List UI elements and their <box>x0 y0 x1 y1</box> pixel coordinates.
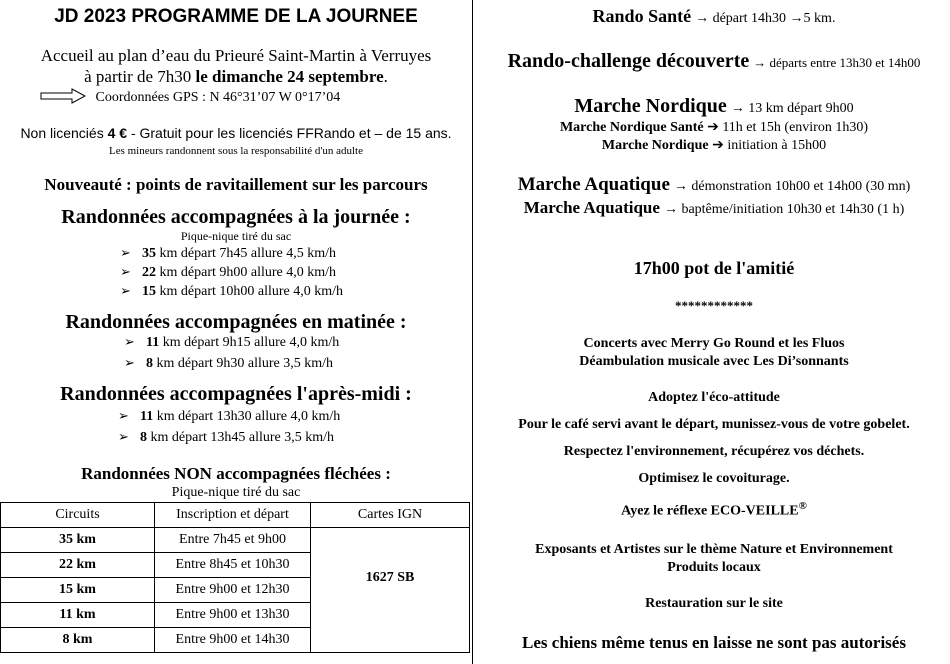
arrow-right-icon: → <box>753 55 770 70</box>
nordique-sante-detail: 11h et 15h (environ 1h30) <box>722 120 869 135</box>
right-column <box>478 0 950 664</box>
table-header-row <box>1 503 470 528</box>
eco-veille-text: Ayez le réflexe ECO-VEILLE <box>621 503 799 519</box>
list-item-km: 15 <box>142 284 156 299</box>
welcome-line: Accueil au plan d’eau du Prieuré Saint-Martin à Verruyes <box>40 46 432 65</box>
eco-env: Respectez l'environnement, récupérez vos déchets. <box>563 444 865 459</box>
nordique-name: Marche Nordique <box>574 95 727 117</box>
nordique-init-name: Marche Nordique <box>601 138 709 153</box>
aquatique-detail: démonstration 10h00 et 14h00 (30 mn) <box>691 179 911 194</box>
table-cell-depart: Entre 9h00 et 12h30 <box>155 578 311 603</box>
column-divider <box>472 0 473 664</box>
rando-challenge-detail: départs entre 13h30 et 14h00 <box>769 55 921 70</box>
eco-title: Adoptez l'éco-attitude <box>648 390 780 405</box>
minors-note: Les mineurs randonnent sous la responsabilité d'un adulte <box>108 145 363 157</box>
list-item-km: 11 <box>146 335 160 350</box>
circuits-table <box>0 502 470 653</box>
table-header: Circuits <box>1 503 155 528</box>
table-cell-depart: Entre 9h00 et 14h30 <box>155 628 311 653</box>
list-item <box>118 429 334 446</box>
journee-heading: Randonnées accompagnées à la journée : <box>61 206 411 228</box>
table-cell-circuit: 35 km <box>1 528 155 553</box>
eco-cafe: Pour le café servi avant le départ, munissez-vous de votre gobelet. <box>518 417 910 432</box>
arrowhead-icon: ➢ <box>120 264 131 279</box>
aquatique-line-1 <box>478 174 950 196</box>
list-item-km: 8 <box>146 356 153 371</box>
table-cell-circuit: 8 km <box>1 628 155 653</box>
matinee-heading: Randonnées accompagnées en matinée : <box>65 311 407 333</box>
table-cell-depart: Entre 9h00 et 13h30 <box>155 603 311 628</box>
arrow-right-icon: → <box>663 202 682 217</box>
rando-sante-detail: départ 14h30 →5 km. <box>712 11 836 26</box>
list-item-detail: km départ 9h30 allure 3,5 km/h <box>153 356 334 371</box>
fees-suffix: - Gratuit pour les licenciés FFRando et – de 15 ans. <box>127 125 452 141</box>
journee-note: Pique-nique tiré du sac <box>180 229 292 243</box>
chiens-warning: Les chiens même tenus en laisse ne sont pas autorisés <box>522 633 906 652</box>
deambulation-line: Déambulation musicale avec Les Di’sonnants <box>579 354 849 369</box>
stars-separator: ************ <box>675 298 753 313</box>
nouveaute-heading: Nouveauté : points de ravitaillement sur les parcours <box>44 175 428 194</box>
eco-veille-line <box>478 500 950 520</box>
gps-coordinates: Coordonnées GPS : N 46°31’07 W 0°17’04 <box>95 90 341 105</box>
list-item-km: 11 <box>140 409 154 424</box>
table-cell-ign: 1627 SB <box>311 528 470 653</box>
arrowhead-icon: ➢ <box>120 283 131 298</box>
apresmidi-heading: Randonnées accompagnées l'après-midi : <box>60 383 412 405</box>
list-item-detail: km départ 10h00 allure 4,0 km/h <box>156 284 344 299</box>
table-header: Cartes IGN <box>311 503 470 528</box>
gps-line <box>40 88 340 106</box>
arrowhead-icon: ➢ <box>120 245 131 260</box>
concerts-line: Concerts avec Merry Go Round et les Fluos <box>583 336 845 351</box>
list-item <box>120 245 336 262</box>
list-item <box>120 264 336 281</box>
rando-challenge-line <box>478 50 950 73</box>
list-item <box>124 355 333 372</box>
arrowhead-icon: ➢ <box>124 334 135 349</box>
nordique-line <box>478 95 950 118</box>
arrow-right-icon: → <box>730 101 749 116</box>
list-item-detail: km départ 13h45 allure 3,5 km/h <box>147 430 335 445</box>
welcome-time: à partir de 7h30 <box>84 67 196 86</box>
table-row <box>1 528 470 553</box>
list-item-detail: km départ 9h00 allure 4,0 km/h <box>156 265 337 280</box>
table-cell-depart: Entre 8h45 et 10h30 <box>155 553 311 578</box>
list-item-detail: km départ 7h45 allure 4,5 km/h <box>156 246 337 261</box>
list-item <box>118 408 340 425</box>
table-header: Inscription et départ <box>155 503 311 528</box>
list-item-detail: km départ 13h30 allure 4,0 km/h <box>153 409 341 424</box>
rando-sante-name: Rando Santé <box>592 6 692 26</box>
welcome-date-line <box>0 67 472 87</box>
arrow-right-icon: → <box>695 11 713 26</box>
list-item-km: 35 <box>142 246 156 261</box>
list-item-detail: km départ 9h15 allure 4,0 km/h <box>159 335 340 350</box>
nordique-init-detail: initiation à 15h00 <box>727 138 827 153</box>
welcome-period: . <box>383 67 388 86</box>
list-item-km: 8 <box>140 430 147 445</box>
produits-line: Produits locaux <box>667 560 761 575</box>
welcome-date: le dimanche 24 septembre <box>195 67 384 86</box>
nordique-sante-line <box>478 119 950 136</box>
aquatique-detail: baptême/initiation 10h30 et 14h30 (1 h) <box>681 202 905 217</box>
fees-line <box>0 125 472 141</box>
restauration-line: Restauration sur le site <box>645 596 783 611</box>
nordique-detail: 13 km départ 9h00 <box>748 101 854 116</box>
fees-price: 4 € <box>107 125 128 141</box>
rando-sante-line <box>478 6 950 27</box>
registered-mark: ® <box>798 500 807 512</box>
left-column <box>0 0 472 664</box>
nordique-init-line <box>478 137 950 154</box>
pot-amitie: 17h00 pot de l'amitié <box>633 258 795 278</box>
nonacc-heading: Randonnées NON accompagnées fléchées : <box>81 464 391 483</box>
arrow-right-icon: ➔ <box>712 138 728 153</box>
arrowhead-icon: ➢ <box>124 355 135 370</box>
table-cell-circuit: 15 km <box>1 578 155 603</box>
aquatique-line-2 <box>478 198 950 218</box>
arrowhead-icon: ➢ <box>118 408 129 423</box>
page-title: JD 2023 PROGRAMME DE LA JOURNEE <box>54 6 418 27</box>
eco-covoit: Optimisez le covoiturage. <box>638 471 790 486</box>
list-item-km: 22 <box>142 265 156 280</box>
arrow-right-icon <box>40 88 86 104</box>
nonacc-note: Pique-nique tiré du sac <box>171 485 301 500</box>
nordique-sante-name: Marche Nordique Santé <box>559 120 704 135</box>
arrow-right-icon: → <box>673 179 692 194</box>
aquatique-name: Marche Aquatique <box>523 198 660 217</box>
list-item <box>120 283 343 300</box>
exposants-line: Exposants et Artistes sur le thème Nature et Environnement <box>535 542 893 557</box>
table-cell-circuit: 22 km <box>1 553 155 578</box>
arrowhead-icon: ➢ <box>118 429 129 444</box>
table-cell-depart: Entre 7h45 et 9h00 <box>155 528 311 553</box>
aquatique-name: Marche Aquatique <box>517 174 670 195</box>
table-cell-circuit: 11 km <box>1 603 155 628</box>
list-item <box>124 334 339 351</box>
fees-prefix: Non licenciés <box>20 125 108 141</box>
arrow-right-icon: ➔ <box>707 120 723 135</box>
rando-challenge-name: Rando-challenge découverte <box>507 50 750 72</box>
